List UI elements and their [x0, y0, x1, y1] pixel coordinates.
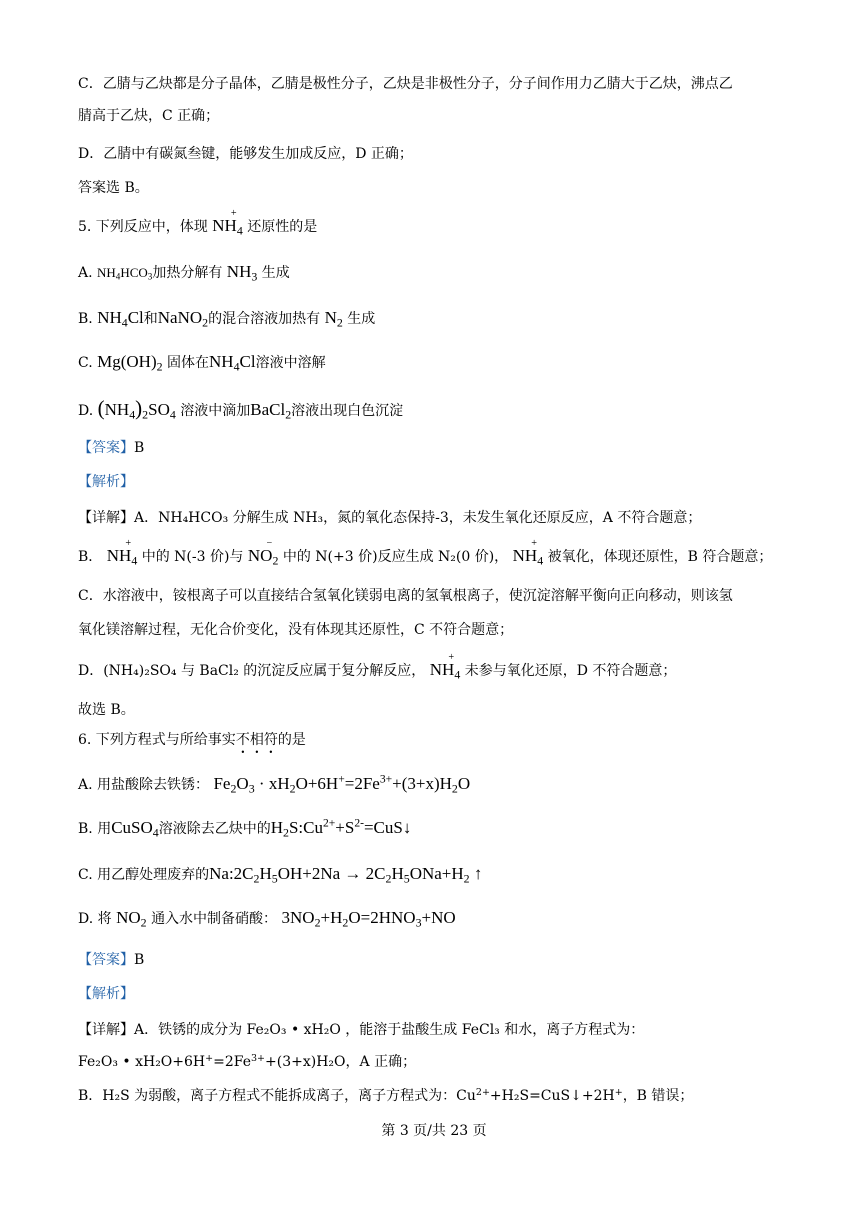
formula-nano2: NaNO$_2$	[157, 308, 209, 330]
formula-no2: $NO_2$	[116, 908, 147, 930]
answer-value: B	[134, 952, 145, 968]
answer-value: B	[134, 440, 145, 456]
q6-option-b[interactable]: B. 用CuSO$_4$溶液除去乙炔中的$H_2S:Cu^{2+}+S^{2-}=CuS↓$	[78, 816, 412, 840]
q6-stem: 6. 下列方程式与所给事实不相符的是	[78, 732, 306, 748]
q5-stem: 5. 下列反应中，体现 $NH_4$ + 还原性的是	[78, 208, 318, 238]
para-c-line2: 腈高于乙炔，C 正确；	[78, 108, 220, 124]
q5-explain-c-line1: C．水溶液中，铵根离子可以直接结合氢氧化镁弱电离的氢氧根离子，使沉淀溶解平衡向正向移动，则该氢	[78, 588, 733, 604]
formula-mgoh2: $Mg(OH)_2$	[97, 352, 163, 374]
formula-n2: $N_2$	[324, 308, 343, 330]
q6-option-d[interactable]: D. 将 $NO_2$ 通入水中制备硝酸： $3NO_2+H_2O=2HNO_3+NO$	[78, 908, 456, 930]
formula-nh4hco3: $NH_4HCO_3$	[97, 265, 153, 282]
equation-a: $Fe_2O_3 \cdot xH_2O+6H^+=2Fe^{3+}+(3+x)H_2O$	[213, 772, 471, 796]
q5-analysis-tag: 【解析】	[78, 474, 134, 490]
formula-bacl2: BaCl$_2$	[250, 400, 292, 422]
nh4-ion: $NH_4$ +	[212, 208, 243, 238]
q6-answer	[78, 950, 808, 970]
equation-b: $H_2S:Cu^{2+}+S^{2-}=CuS↓$	[270, 816, 412, 840]
q6-explain-a: 【详解】A．铁锈的成分为 Fe₂O₃ • xH₂O ，能溶于盐酸生成 FeCl₃ 和水，离子方程式为：	[78, 1022, 645, 1038]
q5-option-c[interactable]: C. $Mg(OH)_2$ 固体在$NH_4Cl$溶液中溶解	[78, 352, 326, 374]
q5-explain-b: B． $NH_4$ + 中的 N(-3 价)与 $NO_2$ − 中的 N(+3 价)反应生成 N₂(0 价)， $NH_4$ + 被氧化，体现还原性，B 符合题意；	[78, 538, 773, 568]
nh4-ion: $NH_4$ +	[106, 538, 138, 568]
formula-nh4cl: $NH_4Cl$	[209, 352, 256, 374]
formula-cuso4: CuSO$_4$	[111, 818, 159, 840]
q5-answer	[78, 438, 808, 458]
answer-line: 答案选 B。	[78, 180, 149, 196]
formula-nh3: $NH_3$	[226, 262, 258, 284]
q6-option-a[interactable]: A. 用盐酸除去铁锈： $Fe_2O_3 \cdot xH_2O+6H^+=2Fe^{3+}+(3+x)H_2O$	[78, 772, 471, 796]
q5-explain-d: D．(NH₄)₂SO₄ 与 BaCl₂ 的沉淀反应属于复分解反应， $NH_4$ + 未参与氧化还原，D 不符合题意；	[78, 652, 677, 682]
page-footer: 第 3 页/共 23 页	[381, 1123, 487, 1139]
answer-tag: 【答案】	[78, 952, 134, 968]
q5-option-b[interactable]: B. $NH_4Cl$和NaNO$_2$的混合溶液加热有 $N_2$ 生成	[78, 308, 376, 330]
q5-conclusion: 故选 B。	[78, 702, 135, 718]
para-d: D．乙腈中有碳氮叁键，能够发生加成反应，D 正确；	[78, 146, 413, 162]
formula-nh4cl: $NH_4Cl$	[97, 308, 144, 330]
nh4-ion: $NH_4$ +	[429, 652, 461, 682]
para-c-line1: C．乙腈与乙炔都是分子晶体，乙腈是极性分子，乙炔是非极性分子，分子间作用力乙腈大于乙炔，沸点乙	[78, 76, 733, 92]
answer-tag: 【答案】	[78, 440, 134, 456]
no2-ion: $NO_2$ −	[247, 538, 279, 568]
equation-d: $3NO_2+H_2O=2HNO_3+NO$	[281, 908, 456, 930]
q5-option-a[interactable]: A. $NH_4HCO_3$加热分解有 $NH_3$ 生成	[78, 262, 290, 284]
q5-option-d[interactable]: D. $(NH_4)_2SO_4$ 溶液中滴加BaCl$_2$溶液出现白色沉淀	[78, 396, 404, 422]
equation-c: $Na:2C_2H_5OH+2Na \to 2C_2H_5ONa+H_2$ ↑	[209, 864, 483, 886]
q6-explain-a-eq: Fe₂O₃ • $xH_2O+6H^+=2Fe^{3+}+(3+x)H_2O$，A 正确；	[78, 1052, 417, 1070]
q6-explain-b: B．H₂S 为弱酸，离子方程式不能拆成离子，离子方程式为：$Cu^{2+}+H_2S=CuS↓+2H^+$，B 错误；	[78, 1086, 694, 1104]
q5-explain-a: 【详解】A．NH₄HCO₃ 分解生成 NH₃，氮的氧化态保持-3，未发生氧化还原反应，A 不符合题意；	[78, 510, 702, 526]
nh4-ion: $NH_4$ +	[512, 538, 544, 568]
q6-analysis-tag: 【解析】	[78, 986, 134, 1002]
q5-explain-c-line2: 氧化镁溶解过程，无化合价变化，没有体现其还原性，C 不符合题意；	[78, 622, 514, 638]
formula-nh4-2so4: $(NH_4)_2SO_4$	[97, 396, 176, 422]
q6-option-c[interactable]: C. 用乙醇处理废弃的$Na:2C_2H_5OH+2Na \to 2C_2H_5ONa+H_2$ ↑	[78, 864, 483, 886]
